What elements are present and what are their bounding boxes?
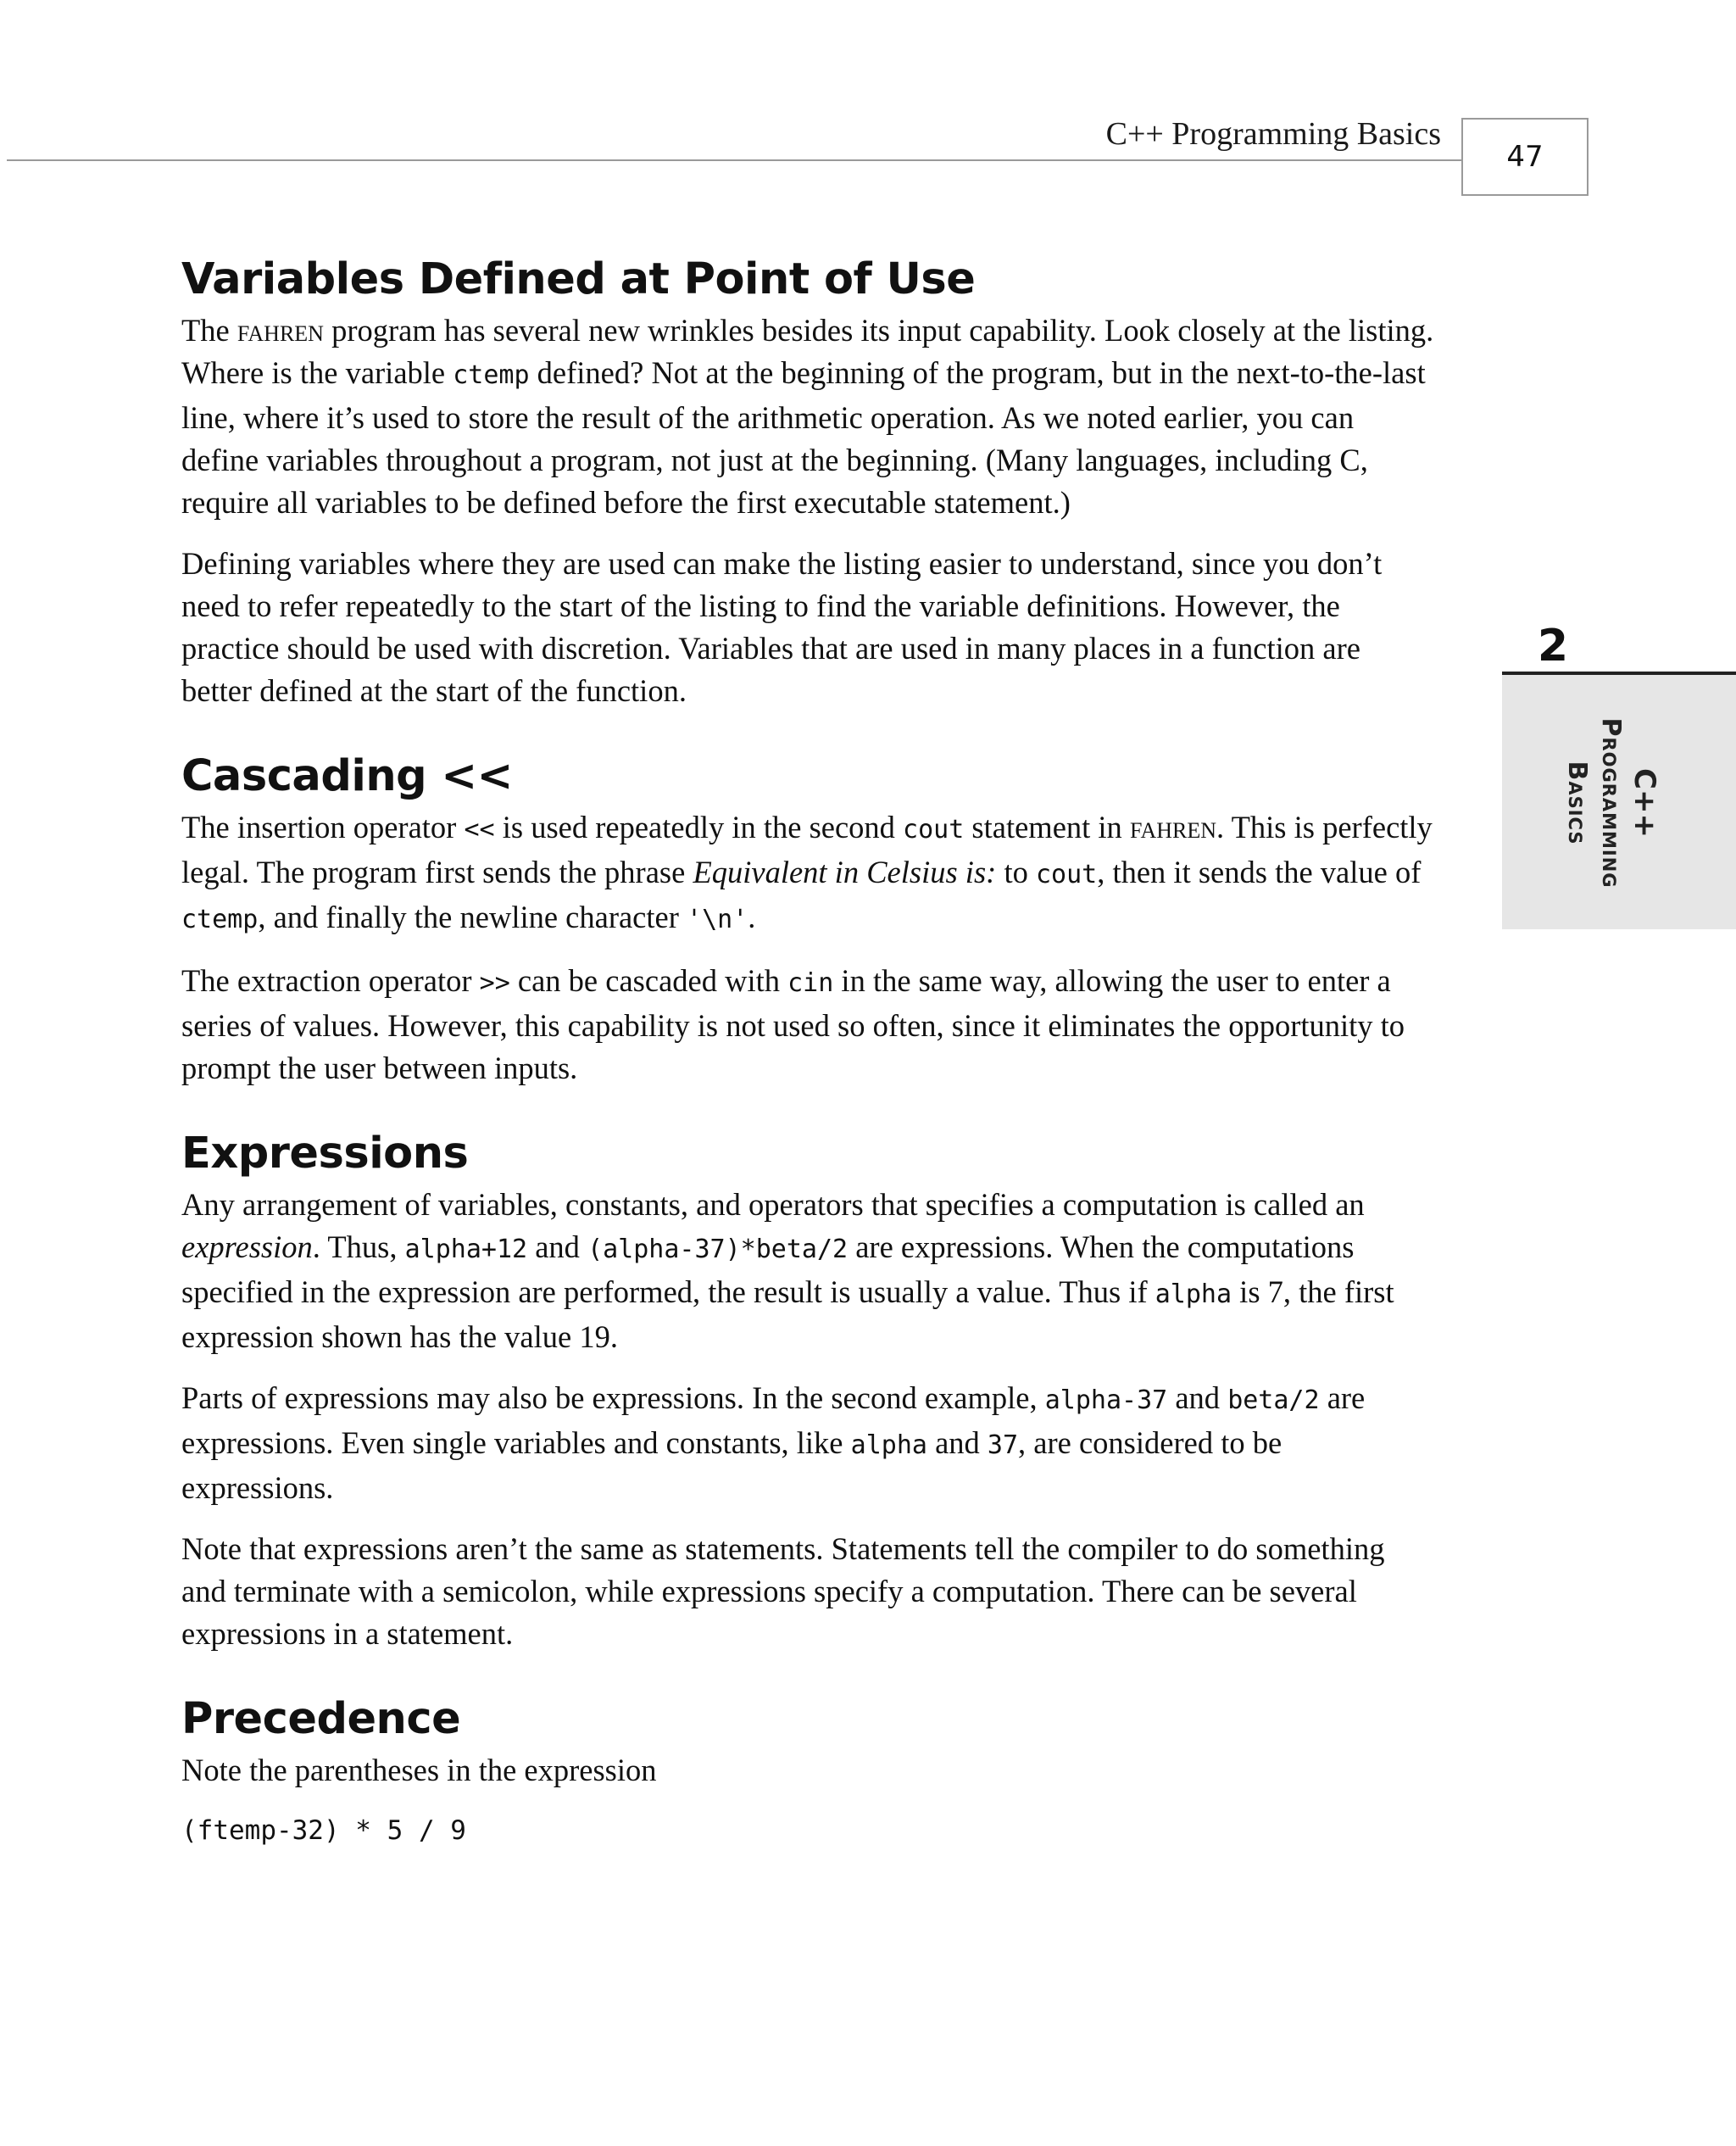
text-run: and xyxy=(926,1425,988,1460)
section-expressions xyxy=(181,1129,1436,1655)
text-run: can be cascaded with xyxy=(509,963,788,998)
inline-code: (alpha-37)*beta/2 xyxy=(587,1235,849,1264)
inline-code: alpha xyxy=(1155,1279,1232,1309)
inline-code: alpha xyxy=(850,1430,927,1460)
text-run: is used repeatedly in the second xyxy=(494,810,904,844)
inline-code: cin xyxy=(787,968,834,998)
text-run: . xyxy=(748,900,756,934)
text-run: . This is perfectly legal. The program first sends the phrase xyxy=(181,810,1433,889)
text-run: Parts of expressions may also be expressions. In the second example, xyxy=(181,1380,1045,1415)
text-run: defined? Not at the beginning of the program, but in the next-to-the-last line, where it’s used to store the result of the arithmetic operation. As we noted earlier, you can define variables throughout a program, not just at the beginning. (Many languages, including C, require all variables to be defined before the first executable statement.) xyxy=(181,355,1426,520)
text-run: Any arrangement of variables, constants, and operators that specifies a computation is called an xyxy=(181,1187,1365,1222)
thumb-line-1: C++ xyxy=(1628,768,1661,838)
code-example: (ftemp-32) * 5 / 9 xyxy=(181,1815,466,1846)
section-heading: Variables Defined at Point of Use xyxy=(181,254,976,304)
text-run: , are considered to be expressions. xyxy=(181,1425,1283,1505)
page-number: 47 xyxy=(1506,140,1544,174)
section-variables-defined xyxy=(181,254,1436,712)
text-run: is 7, the first expression shown has the value 19. xyxy=(181,1274,1394,1354)
inline-code: alpha+12 xyxy=(404,1235,528,1264)
inline-code: cout xyxy=(903,815,965,844)
text-run: are expressions. Even single variables and constants, like xyxy=(181,1380,1366,1460)
page-body xyxy=(181,254,1436,1885)
paragraph: Defining variables where they are used can make the listing easier to understand, since you don’t need to refer repeatedly to the start of the listing to find the variable definitions. However, the practice should be used with discretion. Variables that are used in many places in a function are better defined at the start of the function. xyxy=(181,546,1383,708)
text-run: in the same way, allowing the user to enter a series of values. However, this capability is not used so often, since it eliminates the opportunity to prompt the user between inputs. xyxy=(181,963,1405,1085)
text-run: and xyxy=(1167,1380,1228,1415)
paragraph: Note that expressions aren’t the same as statements. Statements tell the compiler to do something and terminate with a semicolon, while expressions specify a computation. There can be several expressions in a statement. xyxy=(181,1531,1385,1651)
section-heading: Expressions xyxy=(181,1129,469,1179)
paragraph xyxy=(181,309,1436,524)
italic-phrase: Equivalent in Celsius is: xyxy=(693,855,997,889)
paragraph xyxy=(181,1184,1436,1358)
section-precedence xyxy=(181,1694,1436,1846)
text-run: and xyxy=(527,1229,588,1264)
page-number-box xyxy=(1461,118,1589,196)
section-heading: Precedence xyxy=(181,1694,461,1744)
inline-code: '\n' xyxy=(687,905,748,934)
text-run: The extraction operator xyxy=(181,963,480,998)
section-heading: Cascading << xyxy=(181,751,513,801)
thumb-line-3: Basics xyxy=(1562,761,1592,845)
thumb-tab-text xyxy=(1560,705,1661,900)
text-run: , and finally the newline character xyxy=(258,900,687,934)
inline-code: 37 xyxy=(987,1430,1019,1460)
program-name: fahren xyxy=(1129,810,1217,844)
text-run: The insertion operator xyxy=(181,810,465,844)
inline-code: alpha-37 xyxy=(1044,1385,1168,1415)
paragraph xyxy=(181,1377,1436,1509)
header-rule xyxy=(7,159,1461,161)
text-run: The xyxy=(181,313,237,348)
text-run: to xyxy=(996,855,1036,889)
text-run: , then it sends the value of xyxy=(1097,855,1422,889)
inline-code: << xyxy=(464,815,495,844)
program-name: fahren xyxy=(236,313,324,348)
section-cascading xyxy=(181,751,1436,1090)
paragraph xyxy=(181,960,1436,1090)
inline-code: >> xyxy=(479,968,510,998)
text-run: program has several new wrinkles besides its input capability. Look closely at the listing. Where is the variable xyxy=(181,313,1434,390)
paragraph xyxy=(181,806,1436,941)
text-run: . Thus, xyxy=(312,1229,405,1264)
paragraph: Note the parentheses in the expression xyxy=(181,1753,657,1787)
running-head: C++ Programming Basics xyxy=(1105,116,1441,152)
text-run: statement in xyxy=(964,810,1130,844)
inline-code: cout xyxy=(1035,860,1098,889)
italic-term: expression xyxy=(181,1229,313,1264)
thumb-line-2: Programming xyxy=(1596,717,1626,889)
inline-code: ctemp xyxy=(453,360,530,390)
inline-code: beta/2 xyxy=(1227,1385,1320,1415)
chapter-number: 2 xyxy=(1537,621,1569,672)
text-run: are expressions. When the computations specified in the expression are performed, the result is usually a value. Thus if xyxy=(181,1229,1355,1309)
inline-code: ctemp xyxy=(181,905,259,934)
